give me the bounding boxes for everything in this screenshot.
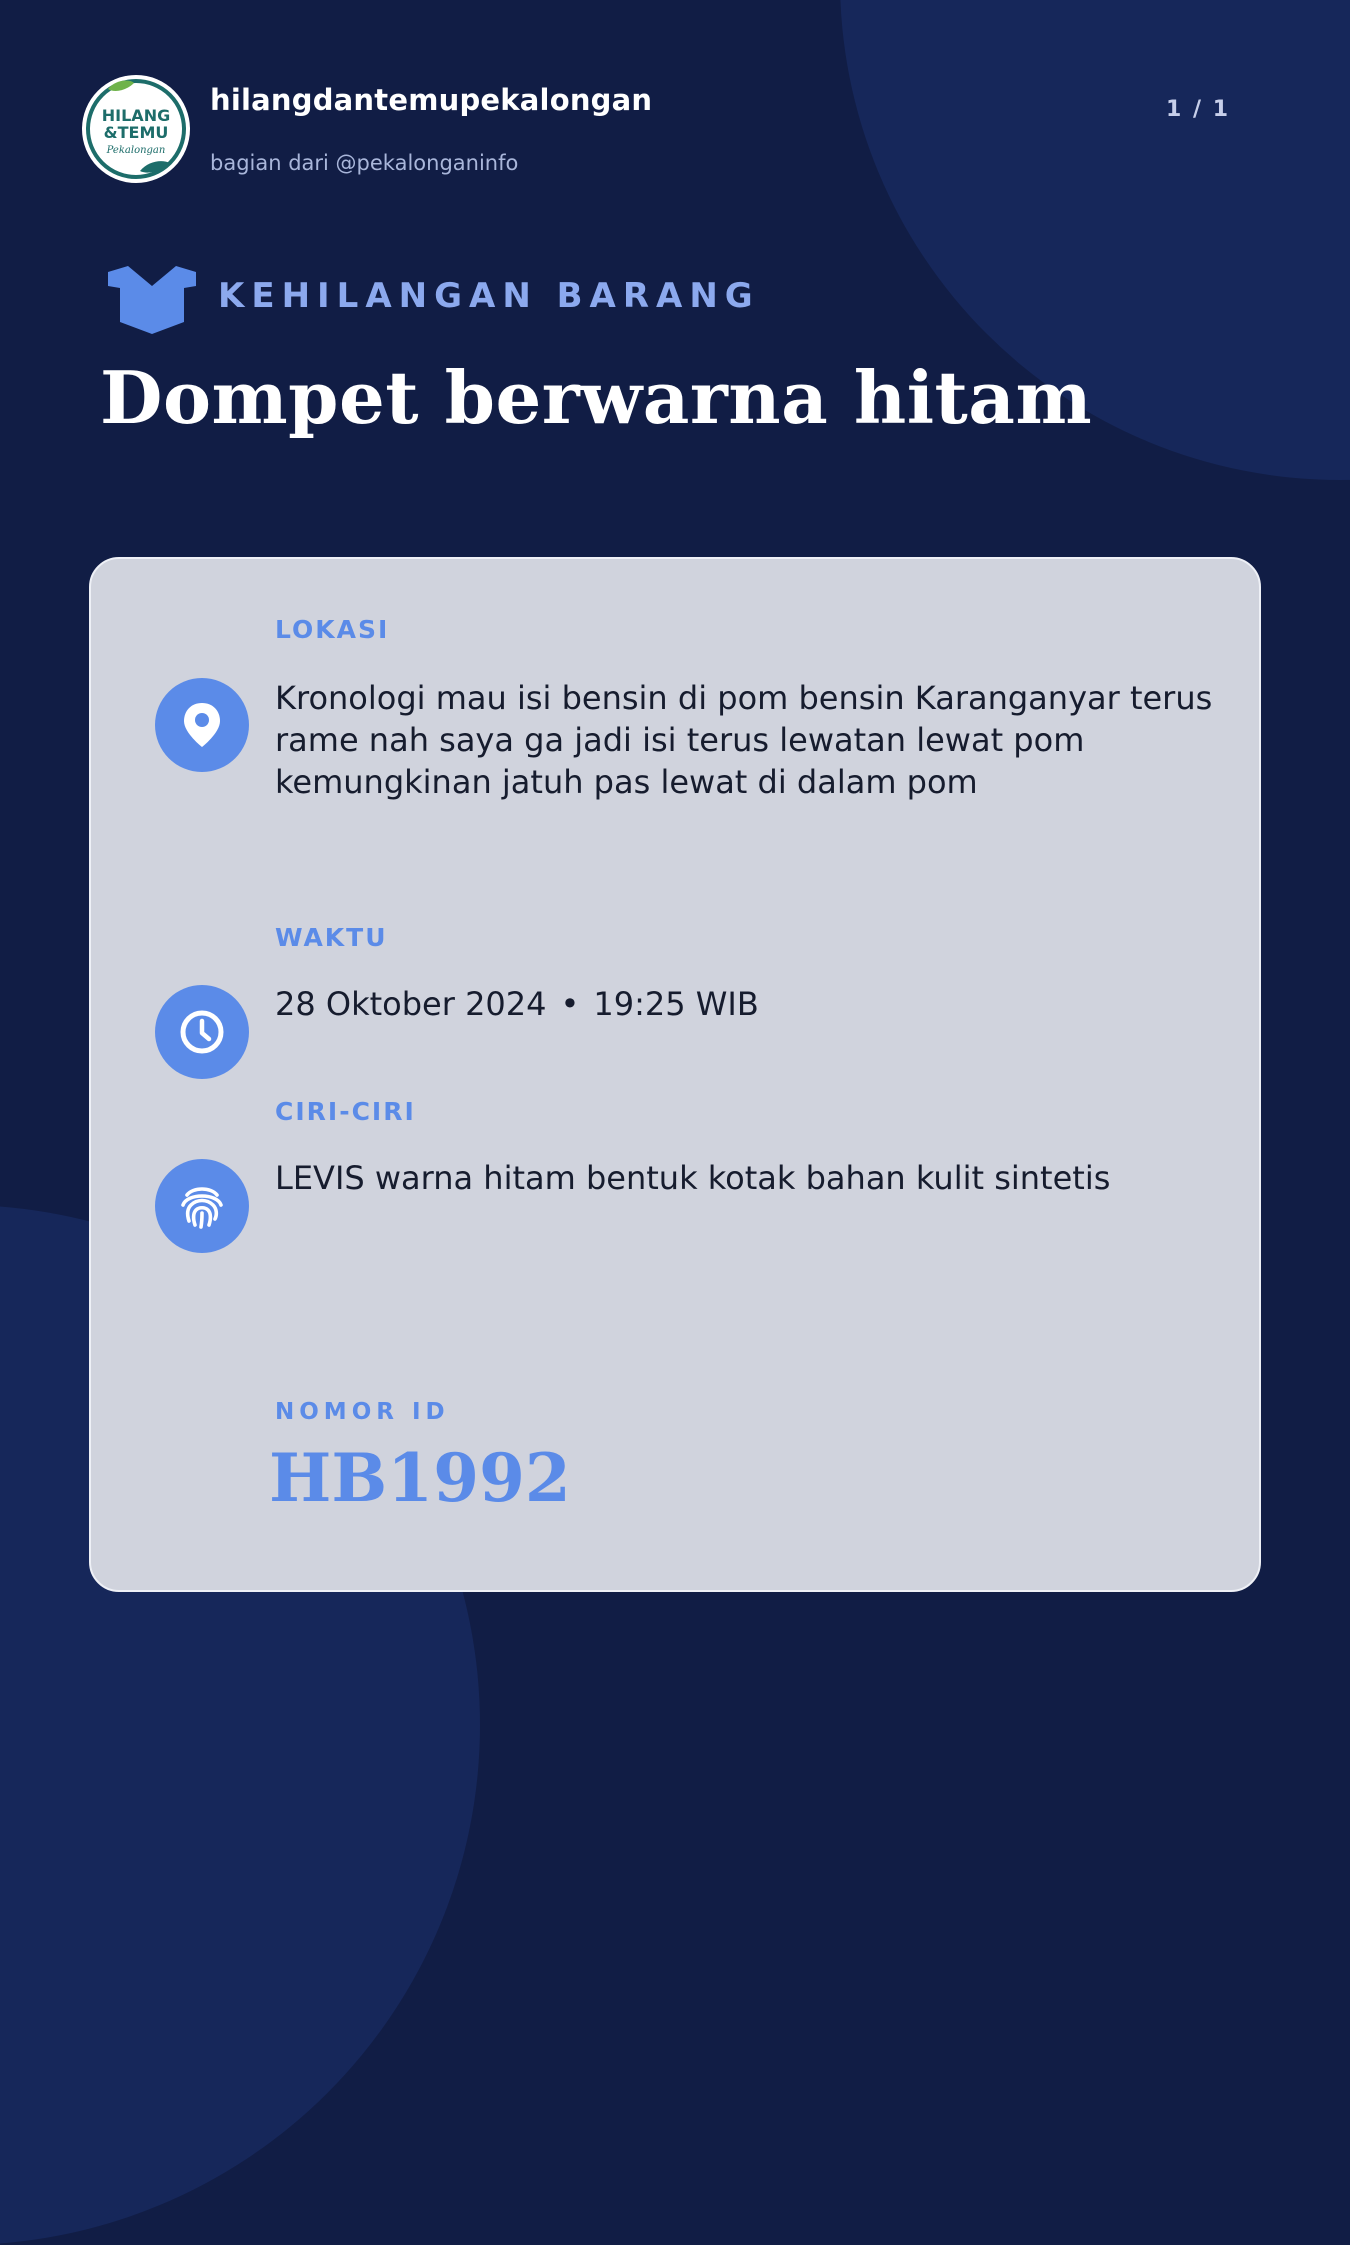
time-label: WAKTU	[275, 923, 388, 952]
hilang-temu-logo-icon	[82, 75, 190, 183]
time-value	[275, 983, 1215, 1025]
logo-line-3: Pekalongan	[106, 145, 166, 156]
avatar[interactable]	[82, 75, 190, 183]
id-label: NOMOR ID	[275, 1399, 450, 1425]
page-indicator: 1 / 1	[1166, 97, 1230, 122]
account-header	[82, 75, 1262, 185]
id-value: HB1992	[269, 1439, 571, 1517]
username[interactable]: hilangdantemupekalongan	[210, 83, 653, 117]
account-subline: bagian dari @pekalonganinfo	[210, 151, 519, 175]
box-open-icon	[104, 264, 200, 334]
features-label: CIRI-CIRI	[275, 1097, 416, 1126]
location-pin-icon	[182, 701, 222, 749]
clock-value: 19:25 WIB	[593, 985, 759, 1023]
logo-line-1: HILANG	[101, 106, 171, 125]
details-card	[89, 557, 1261, 1592]
time-icon-badge	[155, 985, 249, 1079]
bullet-separator: •	[560, 985, 580, 1023]
location-icon-badge	[155, 678, 249, 772]
logo-line-2: &TEMU	[103, 123, 169, 142]
page-title: Dompet berwarna hitam	[100, 355, 1093, 440]
date-value: 28 Oktober 2024	[275, 985, 547, 1023]
clock-icon	[178, 1008, 226, 1056]
fingerprint-icon	[177, 1181, 227, 1231]
features-icon-badge	[155, 1159, 249, 1253]
category-label: KEHILANGAN BARANG	[218, 276, 760, 316]
features-value: LEVIS warna hitam bentuk kotak bahan kulit sintetis	[275, 1159, 1111, 1197]
location-label: LOKASI	[275, 615, 390, 644]
location-value: Kronologi mau isi bensin di pom bensin Karanganyar terus rame nah saya ga jadi isi terus lewatan lewat pom kemungkinan jatuh pas lewat di dalam pom	[275, 679, 1213, 801]
